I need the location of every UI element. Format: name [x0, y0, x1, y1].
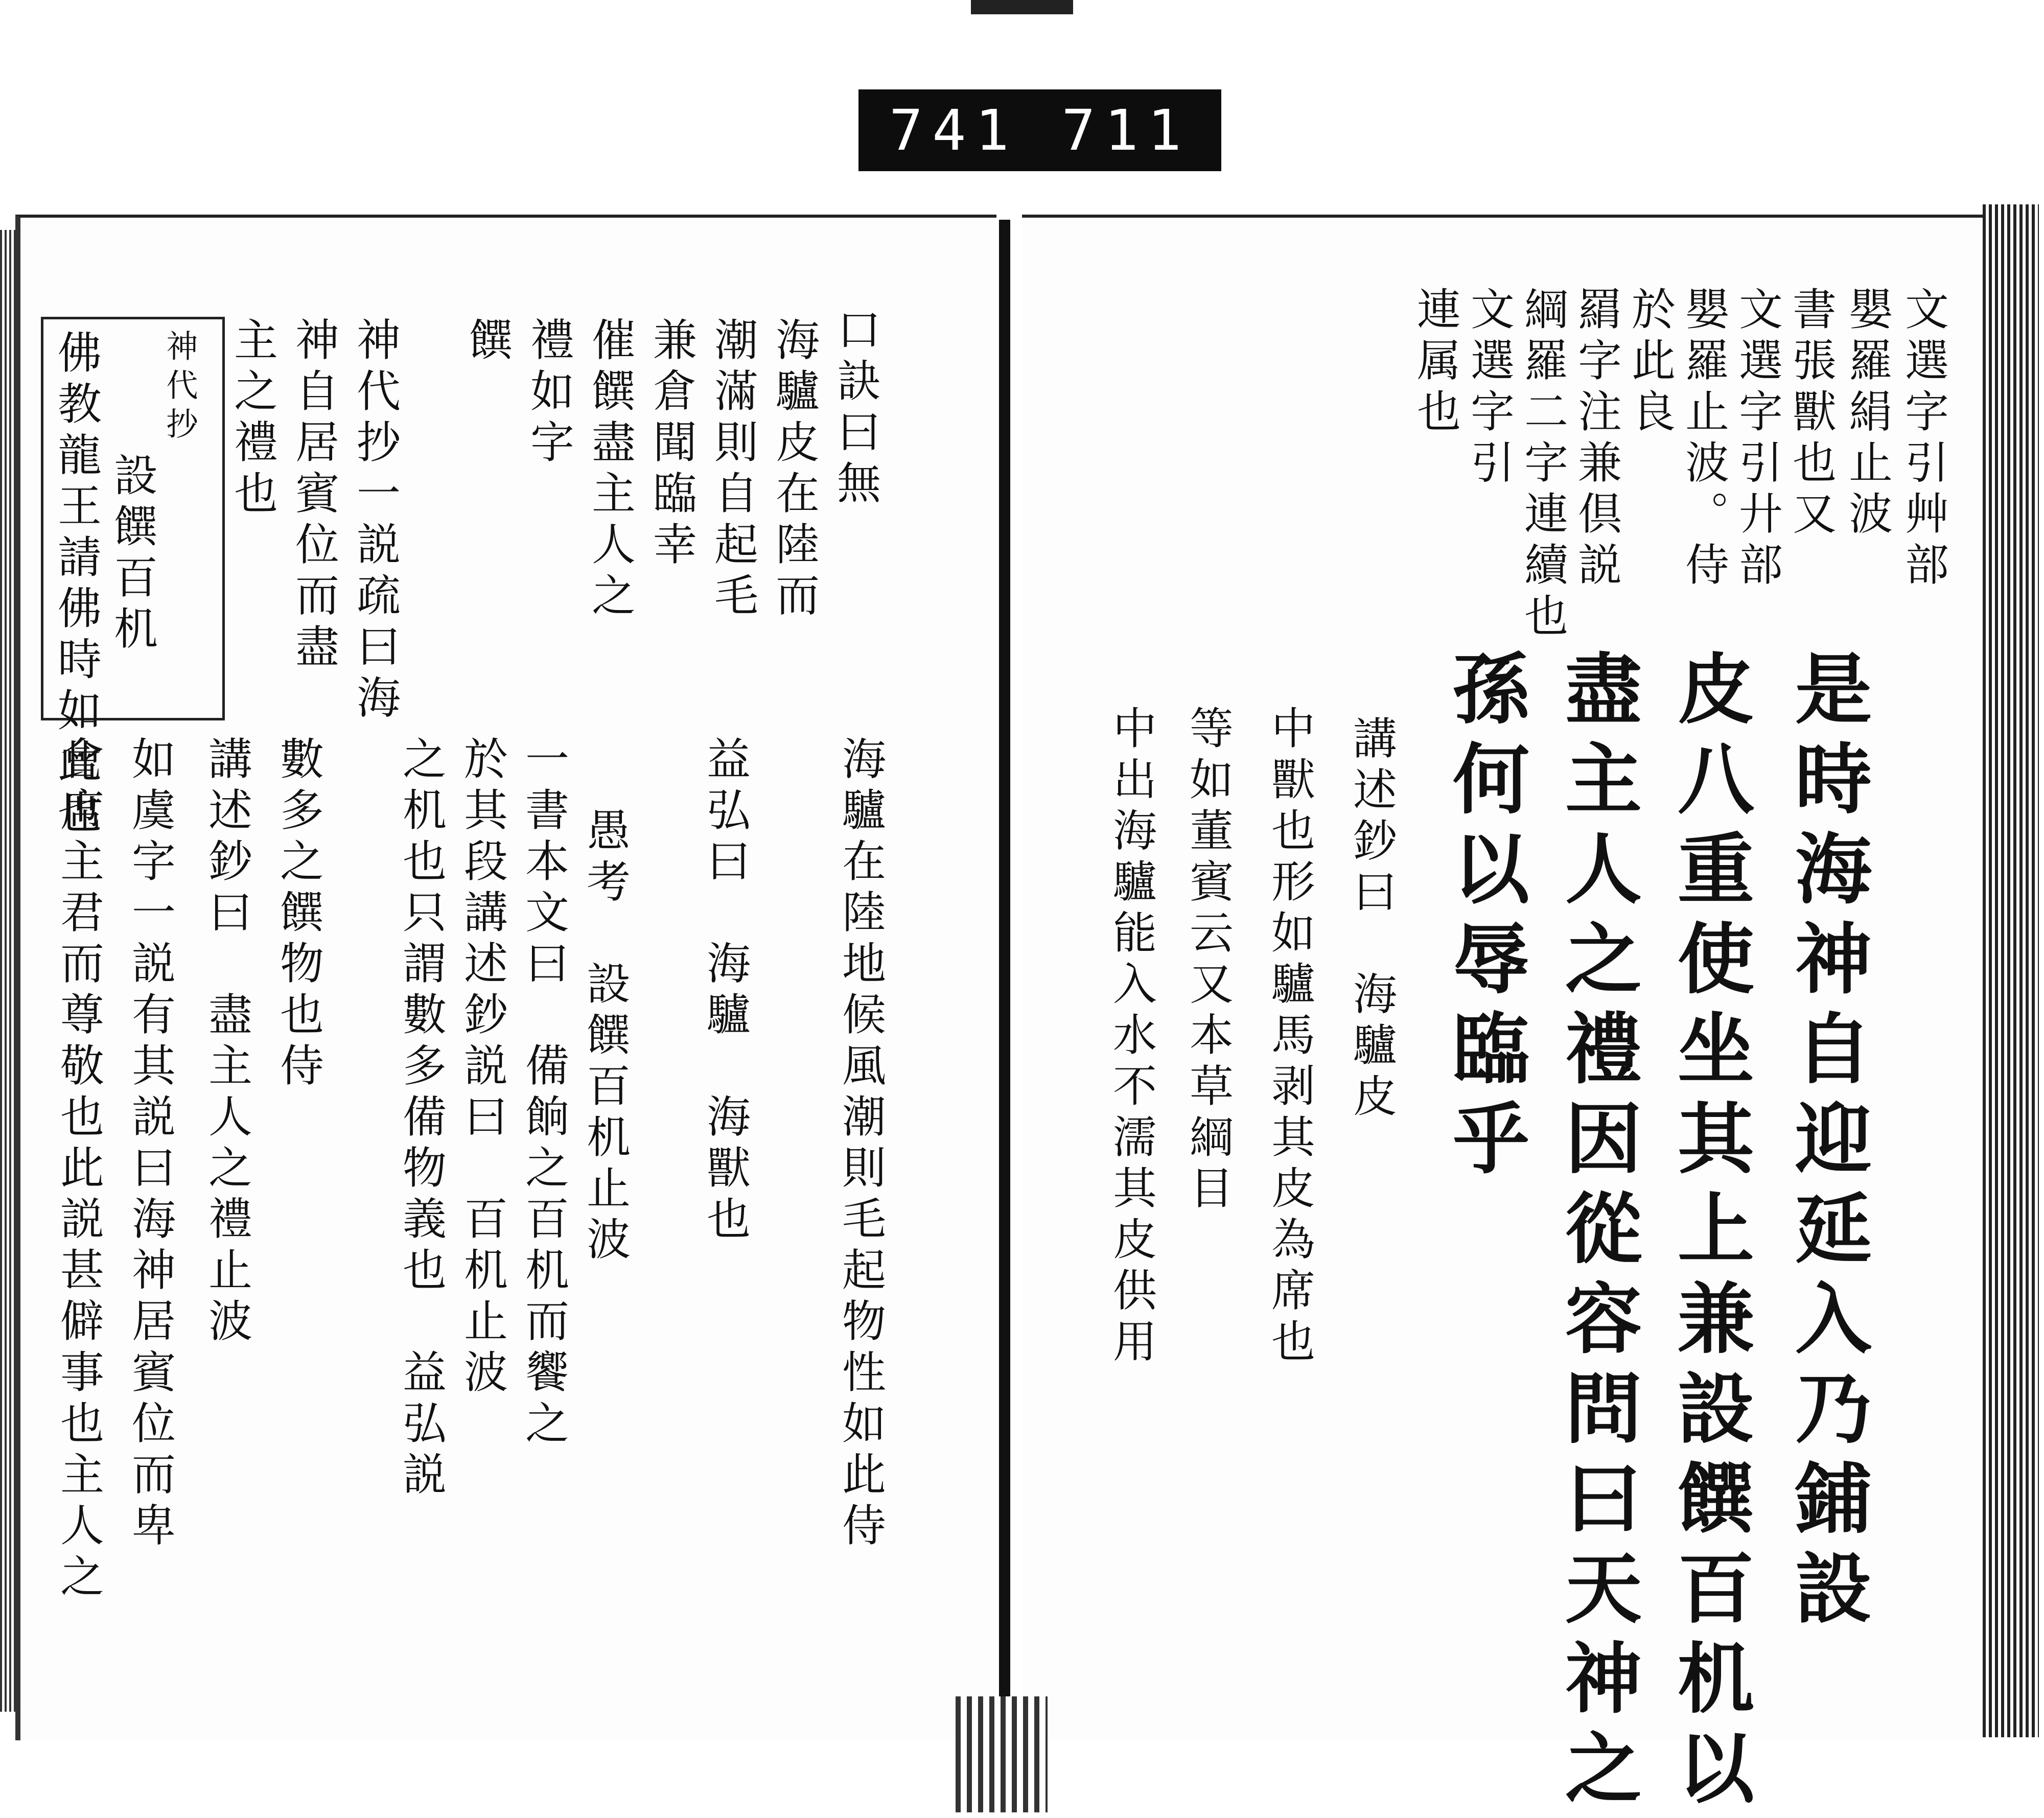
reference-box-header: 神代抄 [161, 330, 198, 446]
book-spine [999, 220, 1010, 1702]
left-lower-line: 如虞字一説有其説曰海神居賓位而卑 [124, 736, 175, 1553]
left-text-line: 饌 [461, 317, 513, 368]
left-lower-line: 會席主君而尊敬也此説甚僻事也主人之 [53, 736, 104, 1604]
catalog-number-right: 711 [1061, 98, 1191, 163]
left-lower-line: 愚考 設饌百机止波 [579, 807, 630, 1267]
annotation-line: 嬰羅絹止波 [1841, 286, 1892, 542]
reference-box-line: 佛教龍王請佛時如此也 [50, 330, 101, 841]
left-lower-line: 數多之饌物也侍 [272, 736, 323, 1093]
main-text-line: 盡主人之禮因從容問曰天神之 [1552, 649, 1642, 1818]
commentary-line: 中獸也形如驢馬剥其皮為席也 [1264, 705, 1315, 1369]
commentary-line: 中出海驢能入水不濡其皮供用 [1105, 705, 1156, 1369]
left-text-line: 主之禮也 [226, 317, 277, 521]
annotation-line: 於此良 [1624, 286, 1675, 439]
left-text-line: 催饌盡主人之 [584, 317, 635, 623]
annotation-line: 書張獸也又 [1785, 286, 1836, 542]
bottom-binding-clip [956, 1696, 1048, 1812]
catalog-number-label [858, 89, 1221, 171]
main-text-line: 是時海神自迎延入乃鋪設 [1782, 649, 1872, 1638]
left-lower-line: 於其段講述鈔説曰 百机止波 [456, 736, 507, 1400]
annotation-line: 文選字引艸部 [1897, 286, 1948, 593]
main-text-line: 孫何以辱臨乎 [1439, 649, 1529, 1188]
annotation-line: 嬰羅止波。侍 [1678, 286, 1729, 593]
catalog-number-left: 741 [889, 98, 1018, 163]
left-text-line: 神代抄一説疏曰海 [349, 317, 400, 726]
top-binding-clip [971, 0, 1073, 14]
annotation-line: 綱羅二字連續也 [1517, 286, 1568, 644]
left-text-line: 潮滿則自起毛 [707, 317, 758, 623]
left-lower-line: 益弘曰 海驢 海獸也 [699, 736, 750, 1247]
right-page-edge [1983, 204, 2039, 1737]
commentary-line: 等如董賓云又本草綱目 [1182, 705, 1233, 1216]
left-lower-line: 講述鈔曰 盡主人之禮止波 [201, 736, 252, 1349]
annotation-line: 羂字注兼倶説 [1570, 286, 1621, 593]
reference-box [41, 317, 225, 841]
commentary-line: 講述鈔曰 海驢皮 [1345, 715, 1397, 1124]
left-text-line: 兼倉聞臨幸 [645, 317, 696, 572]
reference-box-line: 設饌百机 [106, 452, 157, 657]
annotation-line: 文選字引 [1463, 286, 1514, 491]
main-text-line: 皮八重使坐其上兼設饌百机以 [1664, 649, 1754, 1818]
left-lower-line: 一書本文曰 備餉之百机而饗之 [518, 736, 569, 1451]
left-text-line: 口訣曰無 [829, 307, 880, 511]
left-lower-line: 之机也只謂數多備物義也 益弘説 [395, 736, 446, 1502]
annotation-line: 文選字引廾部 [1731, 286, 1782, 593]
left-text-line: 神自居賓位而盡 [288, 317, 339, 674]
annotation-line: 連属也 [1409, 286, 1460, 439]
left-lower-line: 海驢在陸地候風潮則毛起物性如此侍 [834, 736, 886, 1553]
left-text-line: 禮如字 [523, 317, 574, 470]
left-text-line: 海驢皮在陸而 [768, 317, 819, 623]
